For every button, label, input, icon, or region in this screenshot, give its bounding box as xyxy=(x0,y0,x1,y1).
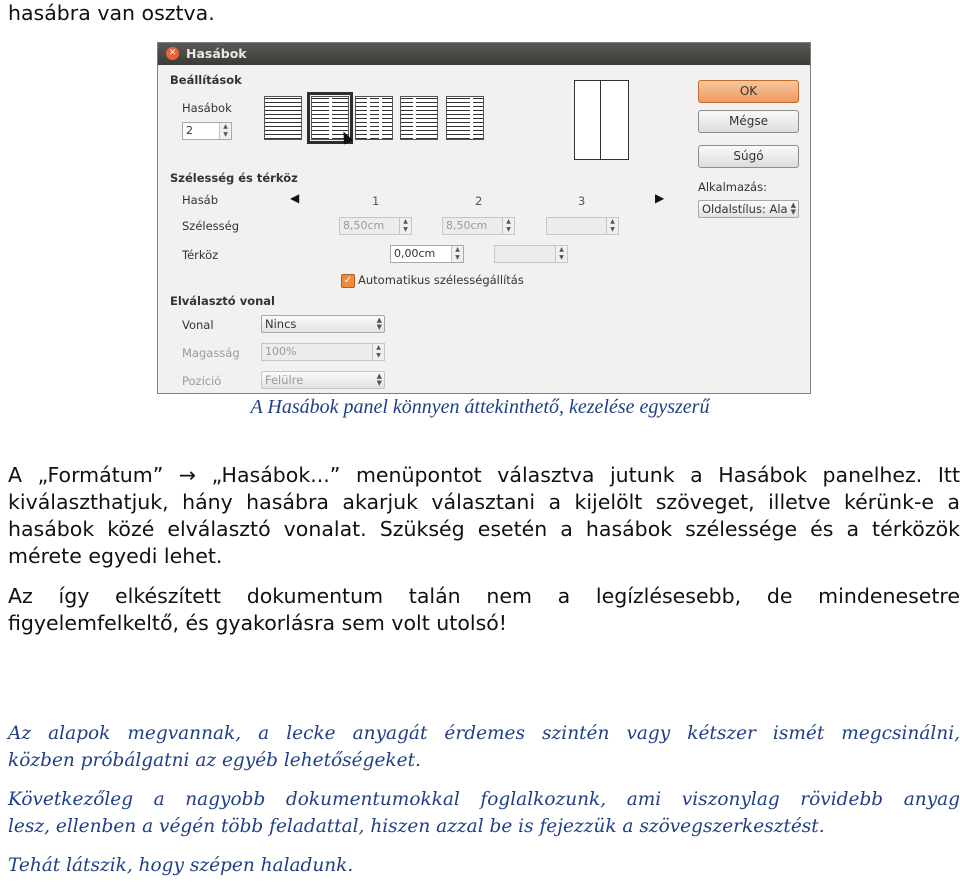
position-select-value: Felülre xyxy=(265,373,304,387)
spin-arrows-icon[interactable]: ▲ ▼ xyxy=(372,344,384,360)
columns-dialog xyxy=(157,42,811,394)
spacing-value-1: 0,00cm xyxy=(394,247,436,260)
cancel-button[interactable]: Mégse xyxy=(698,110,799,133)
paragraph2-line1: Az így elkészített dokumentum talán nem a legízlésesebb, de mindenesetre xyxy=(8,584,960,608)
column-row-label: Hasáb xyxy=(182,193,219,207)
width-label: Szélesség xyxy=(182,219,240,233)
columns-label: Hasábok xyxy=(182,101,232,115)
layout-3-columns[interactable] xyxy=(355,96,393,140)
arrow-right-icon[interactable]: ▶ xyxy=(655,191,665,205)
width-col2-field[interactable] xyxy=(442,217,515,235)
column-preview xyxy=(574,80,629,160)
spacing-field-1[interactable] xyxy=(390,245,464,263)
spin-arrows-icon[interactable]: ▲ ▼ xyxy=(502,218,514,234)
combo-arrows-icon: ▲ ▼ xyxy=(376,372,382,387)
columns-stepper[interactable] xyxy=(182,122,232,140)
auto-width-label: Automatikus szélességállítás xyxy=(358,273,524,287)
spacing-field-2[interactable] xyxy=(494,245,568,263)
mouse-cursor-icon xyxy=(339,129,353,144)
width-spacing-section-title: Szélesség és térköz xyxy=(170,171,298,185)
spin-arrows-icon[interactable]: ▲ ▼ xyxy=(451,246,463,262)
apply-select-value: Oldalstílus: Ala xyxy=(702,202,788,216)
preview-divider xyxy=(600,81,601,159)
line-select[interactable] xyxy=(261,315,385,333)
spin-arrows-icon[interactable]: ▲ ▼ xyxy=(606,218,618,234)
arrow-left-icon[interactable]: ◀ xyxy=(290,191,300,205)
col-number-3: 3 xyxy=(578,194,586,208)
layout-right-wide[interactable] xyxy=(446,96,484,140)
position-select[interactable] xyxy=(261,371,385,389)
height-label: Magasság xyxy=(182,346,240,360)
paragraph1-line2: kiválaszthatjuk, hány hasábra akarjuk választani a kijelölt szöveget, illetve kérünk-e a xyxy=(8,490,960,514)
top-text-line: hasábra van osztva. xyxy=(8,1,215,25)
width-col1-field[interactable] xyxy=(339,217,412,235)
layout-left-wide[interactable] xyxy=(400,96,438,140)
paragraph1-line3: hasábok közé elválasztó vonalat. Szükség esetén a hasábok szélessége és a térközök xyxy=(8,517,960,541)
width-col2-value: 8,50cm xyxy=(446,219,488,232)
help-button[interactable]: Súgó xyxy=(698,145,799,168)
dialog-title: Hasábok xyxy=(186,46,247,61)
position-label: Pozíció xyxy=(182,374,222,388)
height-field[interactable] xyxy=(261,343,385,361)
settings-section-title: Beállítások xyxy=(170,73,242,87)
line-label: Vonal xyxy=(182,318,214,332)
separator-section-title: Elválasztó vonal xyxy=(170,294,275,308)
note1-line2: közben próbálgatni az egyéb lehetőségeket. xyxy=(8,750,421,771)
spin-arrows-icon[interactable]: ▲ ▼ xyxy=(555,246,567,262)
ok-button[interactable]: OK xyxy=(698,80,799,103)
paragraph1-line1: A „Formátum” → „Hasábok...” menüpontot választva jutunk a Hasábok panelhez. Itt xyxy=(8,463,960,487)
apply-label: Alkalmazás: xyxy=(698,180,767,194)
figure-caption: A Hasábok panel könnyen áttekinthető, kezelése egyszerű xyxy=(250,396,710,418)
auto-width-checkbox[interactable]: ✓ xyxy=(341,274,355,288)
layout-1-column[interactable] xyxy=(264,96,302,140)
combo-arrows-icon: ▲ ▼ xyxy=(376,316,382,331)
note2-line2: lesz, ellenben a végén több feladattal, hiszen azzal be is fejezzük a szövegszerkesztést. xyxy=(8,816,825,837)
dialog-titlebar xyxy=(158,43,810,65)
note3-line: Tehát látszik, hogy szépen haladunk. xyxy=(8,855,354,876)
width-col1-value: 8,50cm xyxy=(343,219,385,232)
columns-value: 2 xyxy=(186,124,193,137)
paragraph1-line4: mérete egyedi lehet. xyxy=(8,544,223,568)
col-number-1: 1 xyxy=(372,194,380,208)
combo-arrows-icon: ▲ ▼ xyxy=(790,201,796,216)
close-icon[interactable]: ✕ xyxy=(166,47,179,60)
spacing-label: Térköz xyxy=(182,248,219,262)
note2-line1: Következőleg a nagyobb dokumentumokkal foglalkozunk, ami viszonylag rövidebb anyag xyxy=(8,789,960,810)
width-col3-field[interactable] xyxy=(546,217,619,235)
note1-line1: Az alapok megvannak, a lecke anyagát érdemes szintén vagy kétszer ismét megcsinálni, xyxy=(8,723,960,744)
col-number-2: 2 xyxy=(475,194,483,208)
line-select-value: Nincs xyxy=(265,317,297,331)
spin-arrows-icon[interactable]: ▲ ▼ xyxy=(219,123,231,139)
paragraph2-line2: figyelemfelkeltő, és gyakorlásra sem volt utolsó! xyxy=(8,611,508,635)
height-value: 100% xyxy=(265,345,297,358)
apply-select[interactable] xyxy=(698,200,799,218)
spin-arrows-icon[interactable]: ▲ ▼ xyxy=(399,218,411,234)
